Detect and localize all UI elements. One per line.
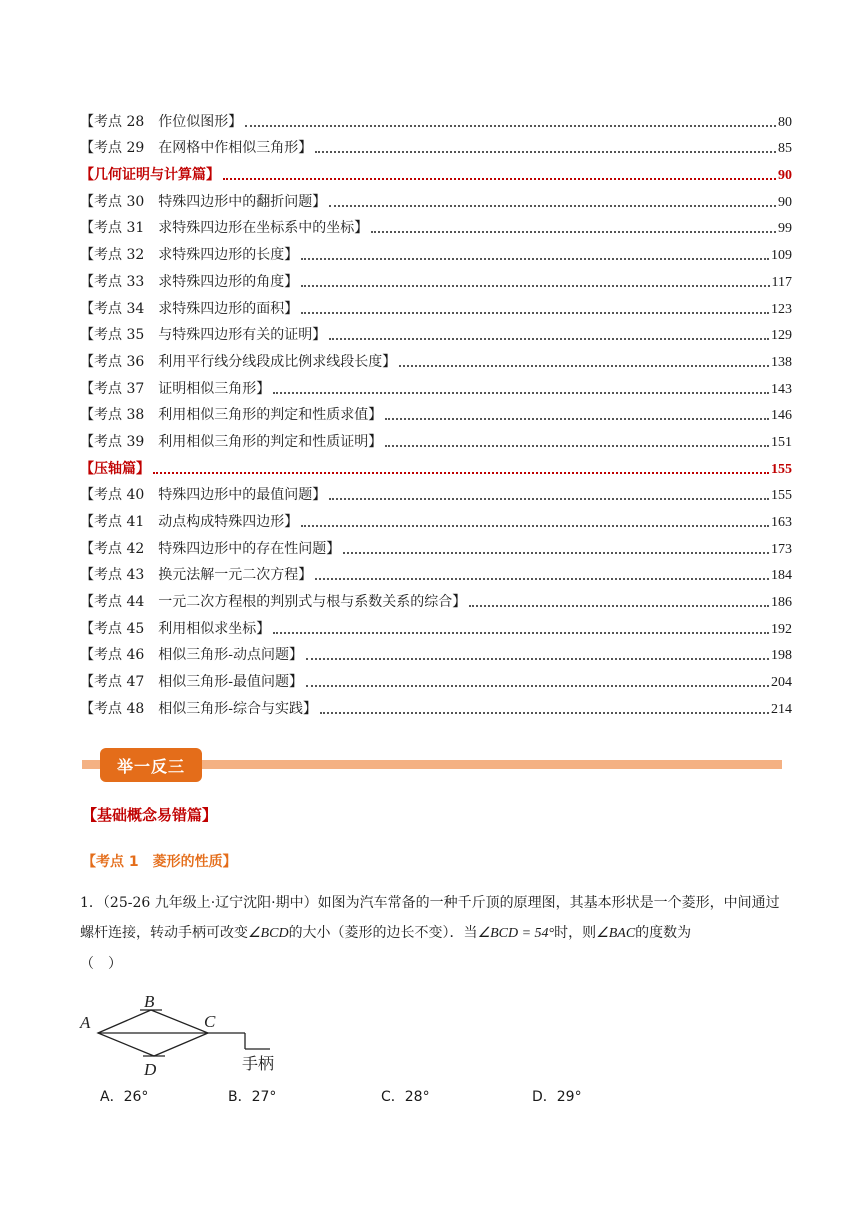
- toc-row[interactable]: [80, 478, 792, 505]
- question-1: [80, 888, 792, 979]
- toc-page-number: 123: [771, 301, 792, 317]
- toc-label: 【考点 47 相似三角形-最值问题】: [80, 674, 303, 691]
- toc-row[interactable]: [80, 584, 792, 611]
- label-d: D: [144, 1060, 157, 1079]
- toc-leader-dots: [371, 221, 776, 233]
- toc-label: 【考点 34 求特殊四边形的面积】: [80, 300, 299, 317]
- toc-label: 【考点 38 利用相似三角形的判定和性质求值】: [80, 407, 383, 424]
- toc-page-number: 117: [771, 274, 792, 290]
- toc-row[interactable]: [80, 531, 792, 558]
- toc-row[interactable]: [80, 504, 792, 531]
- toc-label: 【考点 33 求特殊四边形的角度】: [80, 273, 299, 290]
- toc-leader-dots: [315, 141, 776, 153]
- toc-label: 【考点 43 换元法解一元二次方程】: [80, 567, 313, 584]
- toc-label: 【几何证明与计算篇】: [80, 167, 220, 184]
- question-number: 1．: [80, 895, 103, 911]
- angle-bcd-value: ∠BCD = 54°: [477, 926, 555, 941]
- question-text-1: 如图为汽车常备的一种千斤顶的原理图，其基本形状是一个菱形，中间通过螺杆连接，转动手柄可改变: [80, 895, 780, 941]
- toc-leader-dots: [301, 302, 769, 314]
- toc-page-number: 198: [771, 648, 792, 664]
- toc-leader-dots: [306, 675, 769, 687]
- toc-page-number: 151: [771, 434, 792, 450]
- toc-leader-dots: [343, 542, 769, 554]
- toc-label: 【考点 31 求特殊四边形在坐标系中的坐标】: [80, 220, 369, 237]
- question-text-4: 的度数为: [635, 925, 692, 941]
- rhombus-figure: [78, 990, 288, 1080]
- option-d[interactable]: D．29°: [532, 1089, 582, 1105]
- toc-label: 【考点 29 在网格中作相似三角形】: [80, 140, 313, 157]
- question-text-3: 时，则: [554, 925, 597, 941]
- toc-label: 【考点 45 利用相似求坐标】: [80, 620, 271, 637]
- toc-leader-dots: [245, 115, 776, 127]
- toc-row[interactable]: [80, 264, 792, 291]
- option-b[interactable]: B．27°: [228, 1089, 277, 1105]
- toc-row[interactable]: [80, 211, 792, 238]
- toc-label: 【考点 28 作位似图形】: [80, 113, 243, 130]
- toc-page-number: 129: [771, 328, 792, 344]
- toc-page-number: 138: [771, 354, 792, 370]
- section-title: 【基础概念易错篇】: [82, 806, 218, 824]
- toc-leader-dots: [301, 248, 769, 260]
- label-handle: 手柄: [242, 1054, 275, 1073]
- toc-page-number: 155: [771, 488, 792, 504]
- toc-row[interactable]: [80, 318, 792, 345]
- toc-leader-dots: [329, 195, 776, 207]
- toc-label: 【压轴篇】: [80, 460, 150, 477]
- toc-row[interactable]: [80, 237, 792, 264]
- toc-section-row[interactable]: [80, 157, 792, 184]
- question-text-2: 的大小（菱形的边长不变）．当: [288, 925, 478, 941]
- label-b: B: [144, 992, 155, 1011]
- toc-page-number: 184: [771, 568, 792, 584]
- toc-row[interactable]: [80, 371, 792, 398]
- toc-label: 【考点 35 与特殊四边形有关的证明】: [80, 327, 327, 344]
- option-a[interactable]: A．26°: [100, 1089, 149, 1105]
- toc-row[interactable]: [80, 398, 792, 425]
- toc-row[interactable]: [80, 638, 792, 665]
- toc-row[interactable]: [80, 291, 792, 318]
- toc-label: 【考点 30 特殊四边形中的翻折问题】: [80, 193, 327, 210]
- toc-leader-dots: [329, 488, 769, 500]
- toc-page-number: 109: [771, 248, 792, 264]
- toc-label: 【考点 41 动点构成特殊四边形】: [80, 514, 299, 530]
- toc-row[interactable]: [80, 424, 792, 451]
- toc-page-number: 204: [771, 675, 792, 691]
- toc-leader-dots: [469, 595, 769, 607]
- label-c: C: [204, 1012, 216, 1031]
- toc-label: 【考点 44 一元二次方程根的判别式与根与系数关系的综合】: [80, 594, 467, 611]
- toc-leader-dots: [385, 435, 769, 447]
- toc-page-number: 155: [771, 461, 792, 477]
- toc-label: 【考点 36 利用平行线分线段成比例求线段长度】: [80, 353, 397, 370]
- angle-bcd: ∠BCD: [248, 926, 289, 941]
- toc-page-number: 192: [771, 621, 792, 637]
- toc-leader-dots: [315, 568, 769, 580]
- toc-label: 【考点 46 相似三角形-动点问题】: [80, 647, 303, 664]
- toc-page-number: 146: [771, 408, 792, 424]
- toc-leader-dots: [153, 462, 769, 474]
- toc-page-number: 143: [771, 381, 792, 397]
- toc-page-number: 214: [771, 701, 792, 717]
- toc-page-number: 173: [771, 541, 792, 557]
- toc-label: 【考点 48 相似三角形-综合与实践】: [80, 700, 317, 717]
- toc-row[interactable]: [80, 131, 792, 158]
- answer-blank: （ ）: [80, 956, 122, 972]
- answer-options: [100, 1086, 700, 1108]
- toc-leader-dots: [223, 168, 776, 180]
- toc-row[interactable]: [80, 558, 792, 585]
- toc-label: 【考点 42 特殊四边形中的存在性问题】: [80, 540, 341, 557]
- label-a: A: [80, 1013, 91, 1032]
- toc-page-number: 99: [778, 221, 792, 237]
- toc-row[interactable]: [80, 611, 792, 638]
- toc-section-row[interactable]: [80, 451, 792, 478]
- toc-page-number: 163: [771, 515, 792, 530]
- toc-label: 【考点 39 利用相似三角形的判定和性质证明】: [80, 433, 383, 450]
- toc-label: 【考点 32 求特殊四边形的长度】: [80, 247, 299, 264]
- toc-leader-dots: [273, 622, 769, 634]
- toc-row[interactable]: [80, 664, 792, 691]
- toc-page-number: 90: [778, 194, 792, 210]
- toc-row[interactable]: [80, 104, 792, 131]
- toc-leader-dots: [273, 382, 769, 394]
- toc-leader-dots: [385, 408, 769, 420]
- toc-row[interactable]: [80, 691, 792, 718]
- toc-leader-dots: [329, 328, 769, 340]
- toc-label: 【考点 37 证明相似三角形】: [80, 380, 271, 397]
- question-source: （25-26 九年级上·辽宁沈阳·期中）: [102, 895, 318, 911]
- kaodian-title: 【考点 1 菱形的性质】: [82, 854, 237, 870]
- toc-page-number: 85: [778, 141, 792, 157]
- toc-row[interactable]: [80, 184, 792, 211]
- toc-row[interactable]: [80, 344, 792, 371]
- section-banner: [82, 748, 782, 782]
- option-c[interactable]: C．28°: [381, 1089, 430, 1105]
- toc-leader-dots: [399, 355, 769, 367]
- angle-bac: ∠BAC: [596, 926, 636, 941]
- toc-leader-dots: [301, 275, 769, 287]
- toc-page-number: 80: [778, 114, 792, 130]
- toc-page-number: 90: [778, 168, 792, 184]
- toc-label: 【考点 40 特殊四边形中的最值问题】: [80, 487, 327, 504]
- banner-label: 举一反三: [100, 748, 202, 782]
- toc-leader-dots: [320, 702, 769, 714]
- table-of-contents: [80, 104, 792, 718]
- toc-leader-dots: [306, 648, 769, 660]
- toc-leader-dots: [301, 515, 769, 527]
- toc-page-number: 186: [771, 595, 792, 611]
